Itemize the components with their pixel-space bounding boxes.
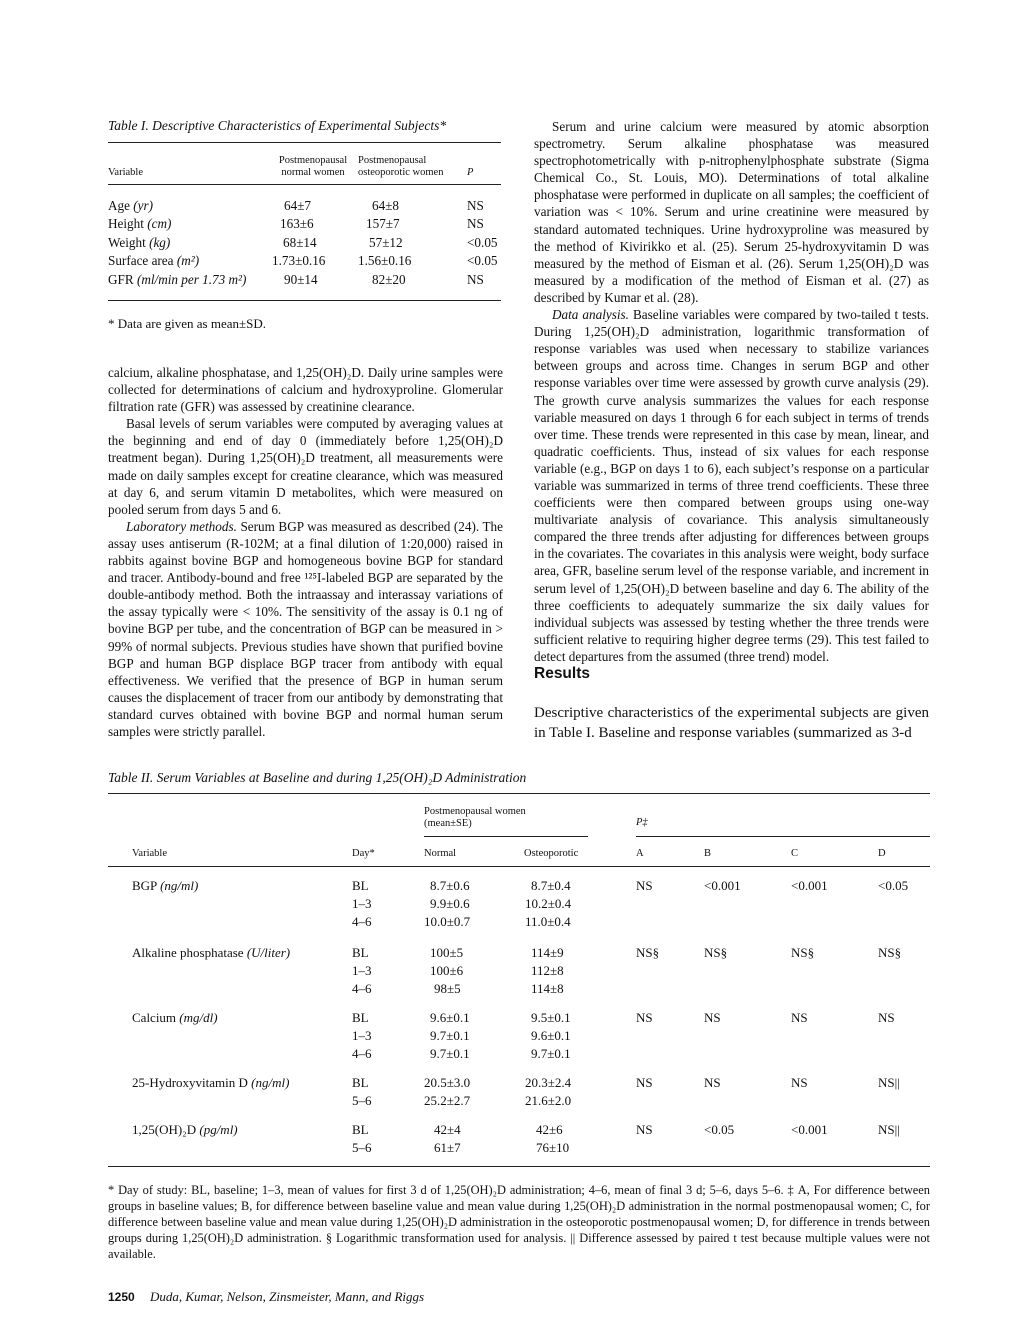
table2-normal: 100±6 — [430, 963, 464, 978]
table1-col-osteo — [358, 155, 454, 179]
table1-normal: 163±6 — [280, 216, 314, 231]
table2-d: NS|| — [878, 1075, 900, 1090]
table2-osteo: 10.2±0.4 — [525, 896, 572, 911]
table2-normal: 9.7±0.1 — [430, 1028, 470, 1043]
table2-c: NS — [791, 1075, 808, 1090]
table2-osteo: 21.6±2.0 — [525, 1093, 572, 1108]
table2-a: NS — [636, 1122, 653, 1137]
table2-footnote-block — [108, 1182, 930, 1262]
table1-p: NS — [467, 216, 484, 231]
table2-a: NS — [636, 1010, 653, 1025]
table2-b: <0.001 — [704, 878, 741, 893]
table2-var: Calcium (mg/dl) — [132, 1010, 218, 1025]
table1-var: GFR (ml/min per 1.73 m²) — [108, 272, 247, 287]
table1-footnote: * Data are given as mean±SD. — [108, 316, 267, 331]
table2-normal: 42±4 — [434, 1122, 461, 1137]
table2-day: BL — [352, 945, 369, 960]
table2-col-a: A — [636, 848, 644, 859]
table2-c: <0.001 — [791, 1122, 828, 1137]
table1-col-normal — [272, 155, 354, 179]
table2-normal: 25.2±2.7 — [424, 1093, 471, 1108]
table2-var: 25-Hydroxyvitamin D (ng/ml) — [132, 1075, 290, 1090]
table2-group-rule — [424, 836, 588, 837]
table1-osteo: 157±7 — [366, 216, 400, 231]
table2-osteo: 9.6±0.1 — [531, 1028, 571, 1043]
table2-day: 5–6 — [352, 1140, 372, 1155]
table2-col-osteo: Osteoporotic — [524, 848, 579, 859]
table1-col-p: P — [467, 167, 474, 178]
table2-day: BL — [352, 878, 369, 893]
table1-col-normal-line2: normal women — [281, 167, 345, 178]
table2-day: 4–6 — [352, 1046, 372, 1061]
table2-normal: 8.7±0.6 — [430, 878, 470, 893]
table1-p: NS — [467, 272, 484, 287]
table1-top-rule — [108, 142, 501, 143]
right-column — [534, 118, 929, 665]
table2-d: NS§ — [878, 945, 902, 960]
table2-col-d: D — [878, 848, 886, 859]
table2-osteo: 42±6 — [536, 1122, 563, 1137]
table1-col-variable: Variable — [108, 167, 143, 178]
table2-a: NS — [636, 1075, 653, 1090]
table2-var: Alkaline phosphatase (U/liter) — [132, 945, 291, 960]
table2-caption: Table II. Serum Variables at Baseline and during 1,25(OH)₂D Administration — [108, 770, 527, 785]
page-number: 1250 — [108, 1290, 135, 1304]
table1-col-osteo-line2: osteoporotic women — [358, 167, 444, 178]
table1-osteo: 1.56±0.16 — [358, 253, 412, 268]
table1-normal: 68±14 — [283, 235, 317, 250]
table1-normal: 1.73±0.16 — [272, 253, 326, 268]
table2-normal: 20.5±3.0 — [424, 1075, 471, 1090]
table1-p: NS — [467, 198, 484, 213]
table1-p: <0.05 — [467, 253, 498, 268]
table2-normal: 100±5 — [430, 945, 464, 960]
table1-normal: 90±14 — [284, 272, 318, 287]
table2-header-rule — [108, 866, 930, 867]
lab-methods-text: Serum BGP was measured as described (24). The assay uses antiserum (R-102M; at a final dilution of 1:20,000) raised in rabbits against bovine BGP and homogeneous bovine BGP for standard and tracer. Antibody-bound and free ¹²⁵I-labeled BGP are separated by the double-antibody method. Both the intraassay and interassay variations of the assay typically were < 10%. The sensitivity of the assay is 0.1 ng of bovine BGP per tube, and the concentration of BGP can be measured in > 99% of normal subjects. Previous studies have shown that purified bovine BGP and human BGP displace BGP tracer from antibody with equal effectiveness. We verified that the presence of BGP in human serum causes the displacement of tracer from our antibody by demonstrating that standard curves obtained with bovine BGP and normal human serum samples were strictly parallel. — [108, 518, 503, 739]
table1-var: Age (yr) — [108, 198, 154, 213]
table1-normal: 64±7 — [284, 198, 312, 213]
table2-c: NS — [791, 1010, 808, 1025]
table2-normal: 98±5 — [434, 981, 461, 996]
table1-osteo: 57±12 — [369, 235, 403, 250]
table1-col-osteo-line1: Postmenopausal — [358, 155, 427, 166]
table2-day: BL — [352, 1010, 369, 1025]
table1-var: Height (cm) — [108, 216, 172, 231]
table2-var: 1,25(OH)₂D (pg/ml) — [132, 1122, 238, 1137]
left-column — [108, 364, 503, 740]
left-paragraph-1: calcium, alkaline phosphatase, and 1,25(OH)₂D. Daily urine samples were collected for determinations of calcium and hydroxyproline. Glomerular filtration rate (GFR) was assessed by creatinine clearance. — [108, 365, 503, 415]
table2-normal: 10.0±0.7 — [424, 914, 471, 929]
table2-footnote: * Day of study: BL, baseline; 1–3, mean of values for first 3 d of 1,25(OH)₂D administration; 4–6, mean of final 3 d; 5–6, days 5–6. ‡ A, For difference between groups in baseline values; B, for difference between baseline value and mean value during 1,25(OH)₂D administration in the normal postmenopausal women; C, for difference between baseline value and mean value during 1,25(OH)₂D administration in the osteoporotic postmenopausal women; D, for difference in trends between groups during 1,25(OH)₂D administration. § Logarithmic transformation used for analysis. || Difference assessed by paired t test because multiple values were not available. — [108, 1183, 930, 1261]
results-heading: Results — [534, 665, 590, 682]
table2-top-rule — [108, 793, 930, 794]
table2-osteo: 9.7±0.1 — [531, 1046, 571, 1061]
left-paragraph-2: Basal levels of serum variables were computed by averaging values at the beginning and end of day 0 (immediately before 1,25(OH)₂D treatment began). During 1,25(OH)₂D treatment, all measurements were made on daily samples except for creatine clearance, which was measured at day 6, and serum vitamin D metabolites, which were measured on pooled serum from days 5 and 6. — [108, 416, 503, 517]
table2-b: NS — [704, 1075, 721, 1090]
table2-b: <0.05 — [704, 1122, 735, 1137]
lab-methods-heading: Laboratory methods. — [126, 518, 237, 534]
table2-osteo: 8.7±0.4 — [531, 878, 571, 893]
table2-osteo: 112±8 — [531, 963, 564, 978]
table1-p: <0.05 — [467, 235, 498, 250]
table1-var: Surface area (m²) — [108, 253, 200, 268]
table2-col-b: B — [704, 848, 712, 859]
table2-group-head — [424, 806, 526, 830]
table2-normal: 9.9±0.6 — [430, 896, 470, 911]
table2-col-normal: Normal — [424, 848, 457, 859]
table2-osteo: 11.0±0.4 — [525, 914, 571, 929]
left-paragraph-3 — [108, 518, 503, 740]
table2-d: NS|| — [878, 1122, 900, 1137]
right-paragraph-2 — [534, 306, 929, 665]
table1-header-rule — [108, 184, 501, 185]
table2-normal: 61±7 — [434, 1140, 461, 1155]
results-paragraph: Descriptive characteristics of the experimental subjects are given in Table I. Baseline and response variables (summarized as 3-d — [534, 705, 929, 741]
table2-b: NS§ — [704, 945, 728, 960]
table2-day: BL — [352, 1075, 369, 1090]
table1-osteo: 64±8 — [372, 198, 400, 213]
table2-p-rule — [636, 836, 930, 837]
table2-osteo: 9.5±0.1 — [531, 1010, 571, 1025]
table2-osteo: 114±9 — [531, 945, 564, 960]
table2-bottom-rule — [108, 1166, 930, 1167]
table2-day: 4–6 — [352, 914, 372, 929]
table2-day: BL — [352, 1122, 369, 1137]
table2-d: <0.05 — [878, 878, 909, 893]
right-paragraph-1: Serum and urine calcium were measured by atomic absorption spectrometry. Serum alkaline phosphatase was measured spectrophotometrically with p-nitrophenylphosphate substrate (Sigma Chemical Co., St. Louis, MO). Determinations of total alkaline phosphatase were performed in duplicate on all samples; the coefficient of variation was < 10%. Serum and urine creatinine were measured by standard automated techniques. Urine hydroxyproline was measured by the method of Kivirikko et al. (25). Serum 25-hydroxyvitamin D was measured by the method of Eisman et al. (26). Serum 1,25(OH)₂D was measured by a modification of the method of Eisman et al. (27) as described by Kumar et al. (28). — [534, 119, 929, 305]
table2-b: NS — [704, 1010, 721, 1025]
table2-day: 1–3 — [352, 896, 372, 911]
running-footer-authors: Duda, Kumar, Nelson, Zinsmeister, Mann, and Riggs — [150, 1289, 425, 1304]
table1-var: Weight (kg) — [108, 235, 171, 250]
data-analysis-text: Baseline variables were compared by two-tailed t tests. During 1,25(OH)₂D administration, logarithmic transformation of response variables was used when necessary to stabilize variances between groups and across time. Changes in serum BGP and other response variables over time were assessed by growth curve analysis (29). The growth curve analysis summarizes the values for each response variable measured on days 1 through 6 for each subject in terms of trends over time. These trends were represented in this case by mean, linear, and quadratic coefficients. Thus, instead of six values for each response variable (e.g., BGP on days 1 to 6), each subject’s response on a particular variable was summarized in terms of three trend coefficients. These three coefficients were then compared between groups using one-way multivariate analysis of covariance. This analysis simultaneously compared the three trends after adjusting for differences between groups in the covariates. The covariates in this analysis were weight, body surface area, GFR, baseline serum level of the response variable, and increment in serum level of 1,25(OH)₂D between baseline and day 6. The ability of the three coefficients to adequately summarize the six daily values for individual subjects was assessed by testing whether the three trends were sufficient relative to requiring higher degree terms (29). This test failed to detect departures from the assumed (three trend) model. — [534, 307, 929, 664]
table2-day: 1–3 — [352, 963, 372, 978]
table2-col-variable: Variable — [132, 848, 167, 859]
table2-osteo: 76±10 — [536, 1140, 570, 1155]
table2-d: NS — [878, 1010, 895, 1025]
table2-day: 4–6 — [352, 981, 372, 996]
table2-p-head: P‡ — [636, 817, 648, 828]
table2-normal: 9.6±0.1 — [430, 1010, 470, 1025]
table1-caption: Table I. Descriptive Characteristics of Experimental Subjects* — [108, 118, 447, 133]
table2-c: NS§ — [791, 945, 815, 960]
table2-col-c: C — [791, 848, 799, 859]
results-section — [534, 703, 929, 743]
table2-day: 1–3 — [352, 1028, 372, 1043]
table2-group-head-line1: Postmenopausal women — [424, 806, 526, 817]
table2-group-head-line2: (mean±SE) — [424, 818, 472, 829]
table2-normal: 9.7±0.1 — [430, 1046, 470, 1061]
table2-osteo: 20.3±2.4 — [525, 1075, 572, 1090]
table2-c: <0.001 — [791, 878, 828, 893]
table2-osteo: 114±8 — [531, 981, 564, 996]
table1-osteo: 82±20 — [372, 272, 406, 287]
table2-a: NS — [636, 878, 653, 893]
table1-col-normal-line1: Postmenopausal — [278, 155, 348, 166]
table1-bottom-rule — [108, 300, 501, 301]
data-analysis-heading: Data analysis. — [552, 307, 629, 323]
table2-var: BGP (ng/ml) — [132, 878, 199, 893]
table2-a: NS§ — [636, 945, 660, 960]
table2-col-day: Day* — [352, 848, 375, 859]
table2-day: 5–6 — [352, 1093, 372, 1108]
